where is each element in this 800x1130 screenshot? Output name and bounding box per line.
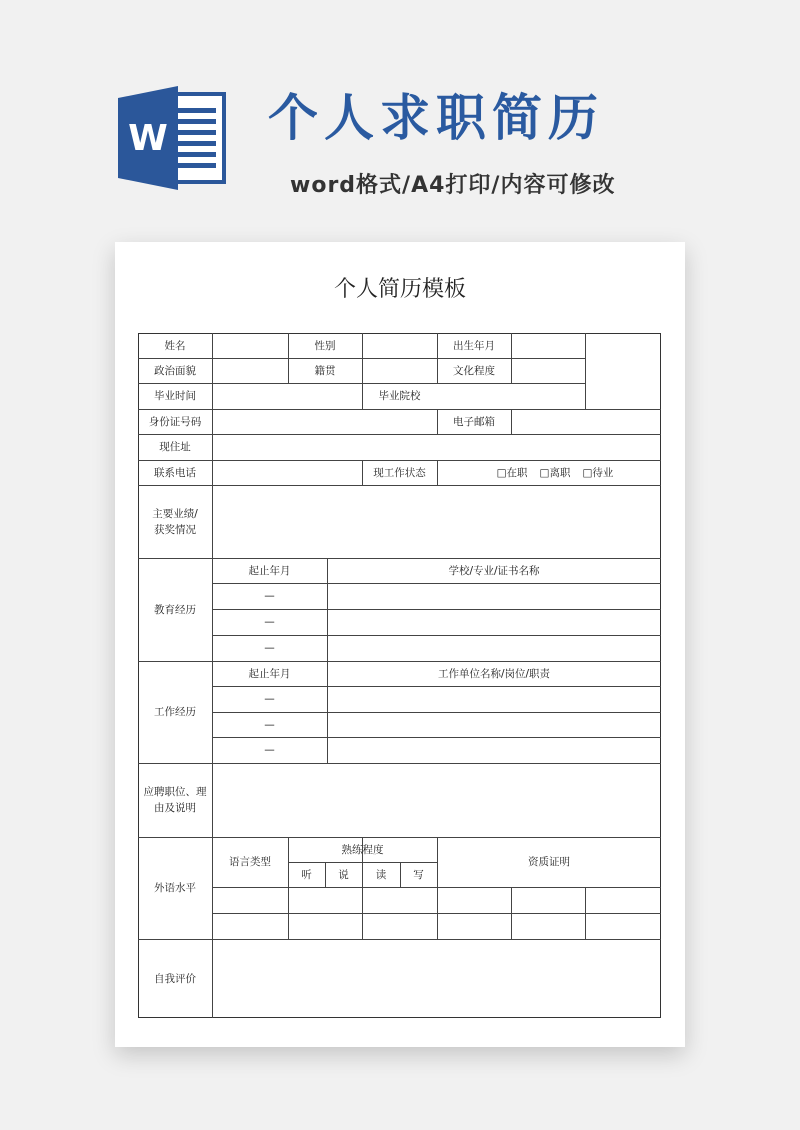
work-status-options — [437, 460, 661, 485]
page-title: 个人求职简历 — [268, 89, 604, 147]
education-period-dash[interactable]: — — [264, 590, 275, 602]
name-label: 姓名 — [164, 339, 186, 352]
language-type-header: 语言类型 — [229, 856, 271, 868]
work-detail-header: 工作单位名称/岗位/职责 — [437, 667, 551, 680]
achievements-label — [138, 485, 212, 558]
language-label: 外语水平 — [154, 882, 196, 894]
language-row-field[interactable] — [212, 913, 661, 939]
education-period-header: 起止年月 — [248, 564, 291, 577]
native-place-label: 籍贯 — [314, 364, 336, 377]
word-icon-letter: W — [128, 118, 168, 159]
education-detail-field[interactable] — [327, 583, 661, 609]
phone-label: 联系电话 — [154, 466, 196, 479]
apply-label — [138, 763, 212, 837]
work-period-header: 起止年月 — [248, 667, 291, 680]
education-detail-field[interactable] — [327, 635, 661, 661]
write-header: 写 — [413, 868, 424, 881]
education-detail-field[interactable] — [327, 609, 661, 635]
education-detail-header: 学校/专业/证书名称 — [448, 564, 540, 577]
id-number-field[interactable] — [212, 409, 437, 434]
self-eval-label: 自我评价 — [154, 972, 196, 985]
achievements-label-line2: 获奖情况 — [154, 523, 196, 536]
resume-form-table — [138, 333, 661, 1018]
speak-header: 说 — [338, 868, 349, 881]
graduation-time-label: 毕业时间 — [154, 390, 196, 402]
word-app-icon — [118, 86, 226, 190]
political-label: 政治面貌 — [154, 364, 196, 377]
certificate-header: 资质证明 — [528, 856, 570, 868]
apply-label-line1: 应聘职位、理 — [143, 786, 207, 798]
work-detail-field[interactable] — [327, 686, 661, 712]
work-detail-field[interactable] — [327, 737, 661, 763]
status-resigned-checkbox[interactable]: □离职 — [539, 466, 571, 479]
work-period-dash[interactable]: — — [264, 718, 275, 731]
political-field[interactable] — [212, 358, 288, 383]
gender-field[interactable] — [362, 333, 437, 358]
read-header: 读 — [375, 868, 387, 881]
education-period-dash[interactable]: — — [264, 642, 275, 654]
listen-header: 听 — [301, 868, 312, 881]
education-level-label: 文化程度 — [453, 364, 495, 377]
graduation-school-label: 毕业院校 — [378, 390, 421, 402]
status-unemployed-checkbox[interactable]: □待业 — [582, 466, 614, 479]
proficiency-header: 熟练程度 — [341, 843, 384, 856]
work-detail-field[interactable] — [327, 712, 661, 737]
address-label: 现住址 — [159, 441, 191, 453]
id-number-label: 身份证号码 — [148, 415, 202, 428]
gender-label: 性别 — [314, 339, 336, 352]
birth-label: 出生年月 — [453, 339, 495, 352]
photo-field[interactable] — [585, 333, 661, 409]
status-employed-checkbox[interactable]: □在职 — [496, 466, 528, 479]
education-level-field[interactable] — [511, 358, 585, 383]
education-label: 教育经历 — [154, 603, 196, 616]
native-place-field[interactable] — [362, 358, 437, 383]
work-period-dash[interactable]: — — [264, 744, 275, 756]
language-row-field[interactable] — [212, 887, 661, 913]
resume-paper — [115, 242, 685, 1047]
document-title: 个人简历模板 — [333, 277, 466, 302]
email-label: 电子邮箱 — [453, 415, 495, 428]
achievements-label-line1: 主要业绩/ — [152, 507, 198, 520]
work-period-dash[interactable]: — — [264, 693, 275, 705]
apply-label-line2: 由及说明 — [154, 802, 196, 814]
email-field[interactable] — [511, 409, 661, 434]
address-field[interactable] — [212, 434, 661, 460]
graduation-school-field[interactable] — [437, 383, 585, 409]
achievements-field[interactable] — [212, 485, 661, 558]
page-subtitle: word格式/A4打印/内容可修改 — [290, 173, 616, 198]
apply-field[interactable] — [212, 763, 661, 837]
birth-field[interactable] — [511, 333, 585, 358]
graduation-time-field[interactable] — [212, 383, 362, 409]
self-eval-field[interactable] — [212, 939, 661, 1018]
work-status-label: 现工作状态 — [373, 466, 426, 479]
work-label: 工作经历 — [154, 706, 196, 718]
name-field[interactable] — [212, 333, 288, 358]
education-period-dash[interactable]: — — [264, 616, 275, 628]
phone-field[interactable] — [212, 460, 362, 485]
